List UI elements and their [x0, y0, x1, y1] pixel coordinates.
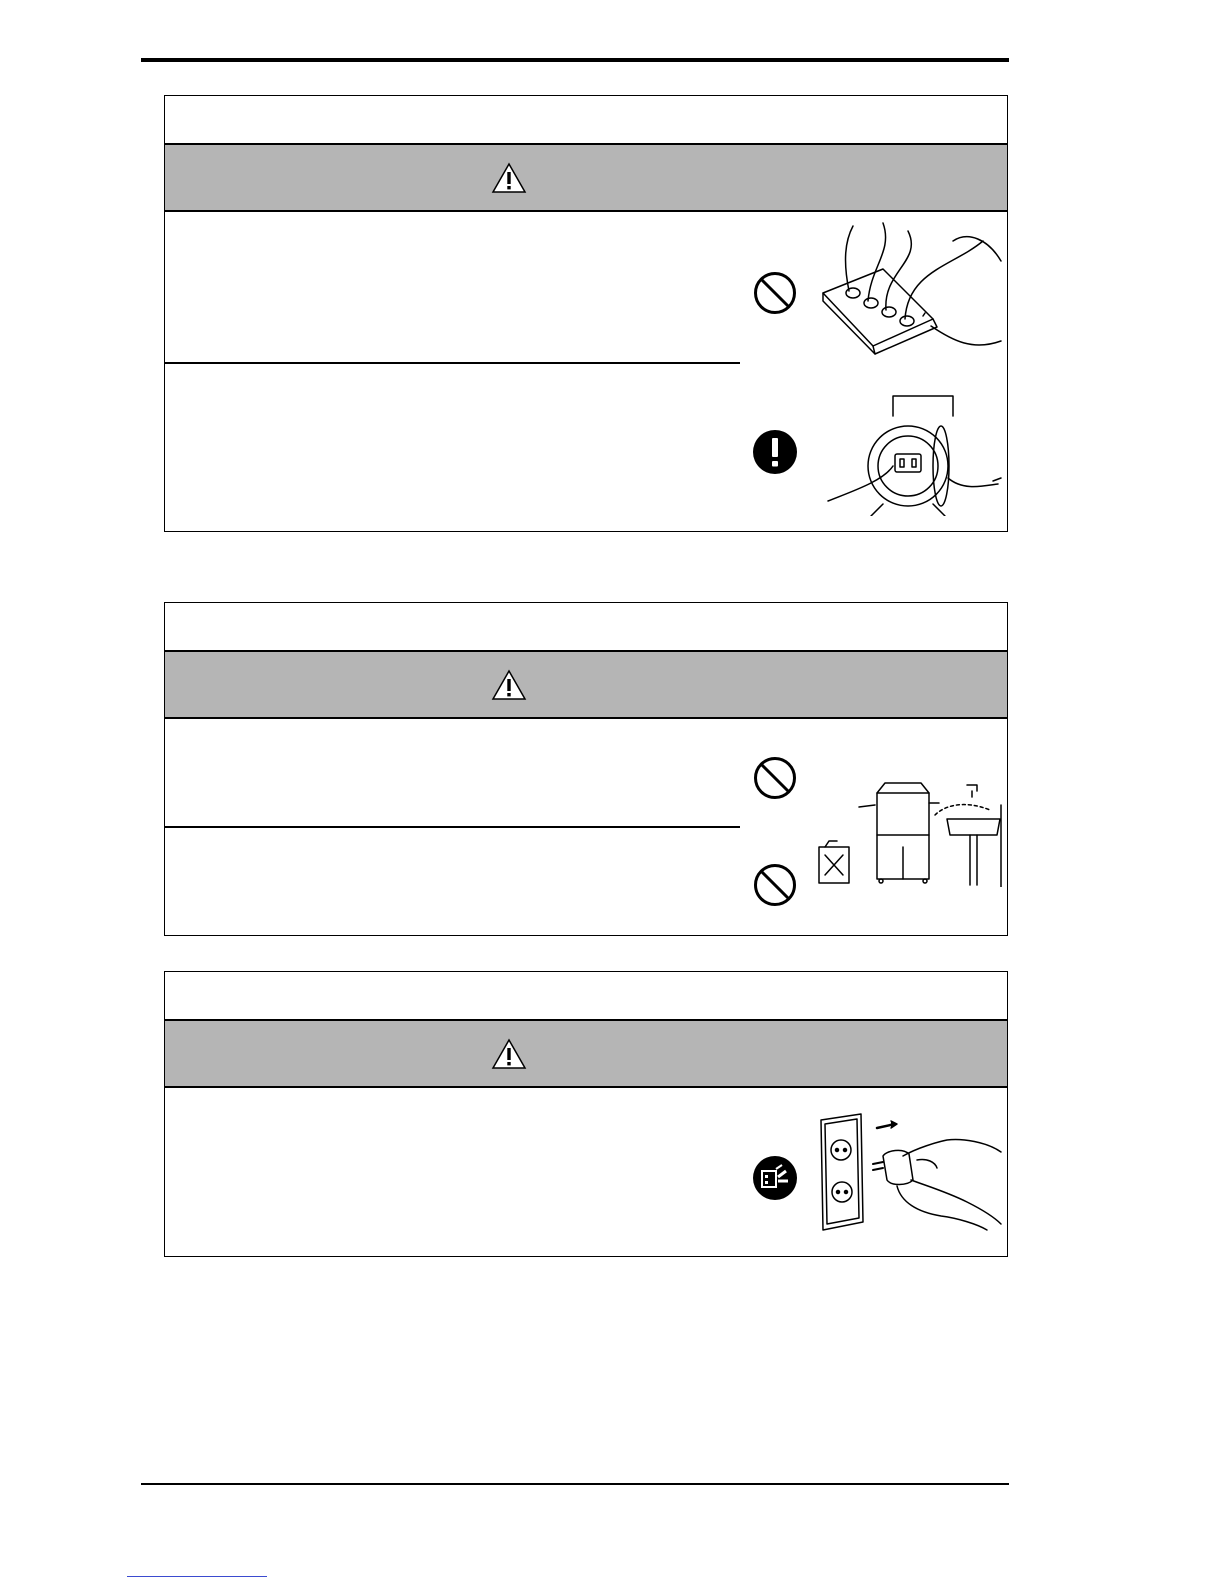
warning-panel-2 [164, 602, 1008, 936]
power-strip-illustration [813, 221, 1003, 356]
warning-bar [165, 145, 1007, 212]
instruction-row [165, 828, 740, 934]
footer-link-underline[interactable] [127, 1576, 267, 1577]
footer-rule [141, 1483, 1009, 1485]
warning-panel-3 [164, 971, 1008, 1257]
warning-bar [165, 1021, 1007, 1088]
prohibition-icon [752, 755, 798, 801]
instruction-row [165, 212, 740, 362]
warning-triangle-icon [491, 669, 527, 701]
panel-title [165, 603, 1007, 652]
prohibition-icon [752, 270, 798, 316]
warning-triangle-icon [491, 162, 527, 194]
instruction-row [165, 364, 740, 530]
panel-title [165, 96, 1007, 145]
instruction-row [165, 719, 740, 826]
header-rule [141, 58, 1009, 62]
unplug-icon [752, 1155, 798, 1201]
cord-reel-illustration [823, 386, 1003, 516]
copier-location-illustration [815, 775, 1005, 887]
mandatory-action-icon [752, 429, 798, 475]
prohibition-icon [752, 862, 798, 908]
warning-triangle-icon [491, 1038, 527, 1070]
unplug-outlet-illustration [817, 1112, 1003, 1232]
warning-bar [165, 652, 1007, 719]
warning-panel-1 [164, 95, 1008, 532]
instruction-row [165, 1088, 740, 1256]
panel-title [165, 972, 1007, 1021]
